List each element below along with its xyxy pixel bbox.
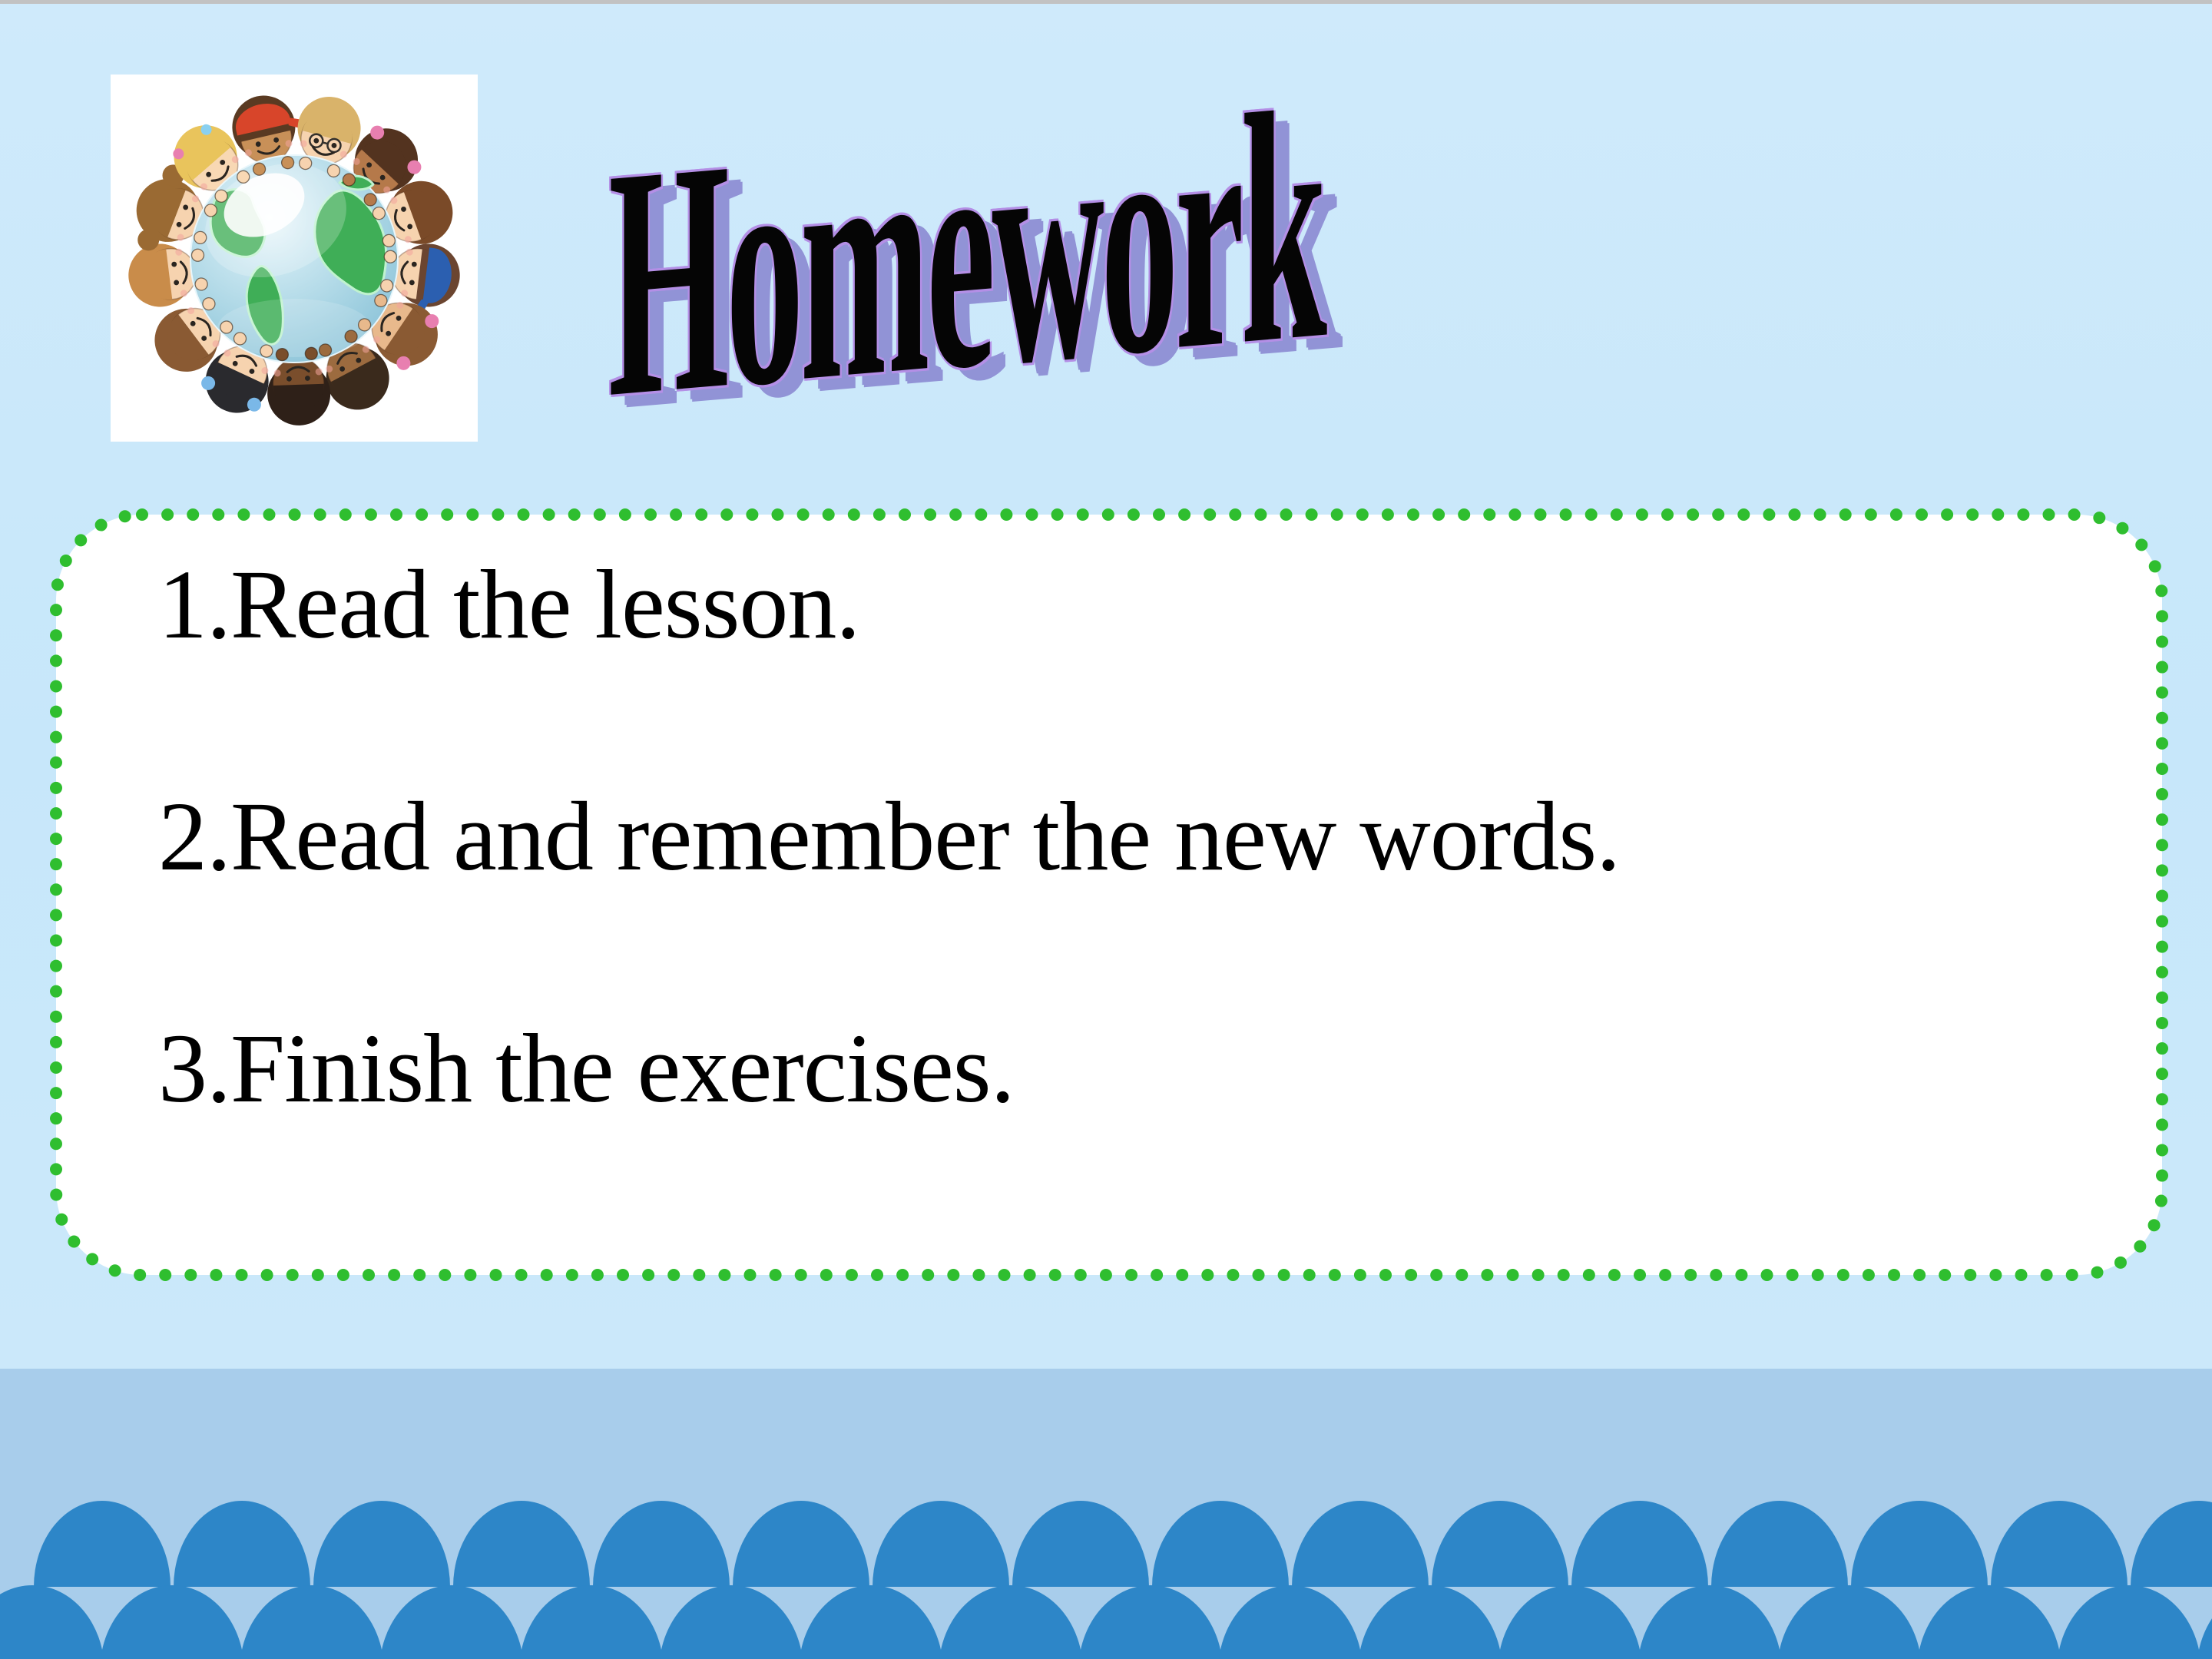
homework-list	[158, 550, 1621, 1251]
children-globe-image	[111, 75, 478, 442]
children-globe-illustration	[111, 75, 478, 442]
homework-title	[608, 41, 1525, 468]
homework-item: 3.Finish the exercises.	[158, 1014, 1015, 1123]
footer-waves	[0, 1369, 2212, 1659]
homework-title-text: Homework	[608, 41, 1324, 468]
window-top-bar	[0, 0, 2212, 4]
homework-item: 1.Read the lesson.	[158, 550, 860, 659]
homework-item: 2.Read and remember the new words.	[158, 782, 1621, 891]
